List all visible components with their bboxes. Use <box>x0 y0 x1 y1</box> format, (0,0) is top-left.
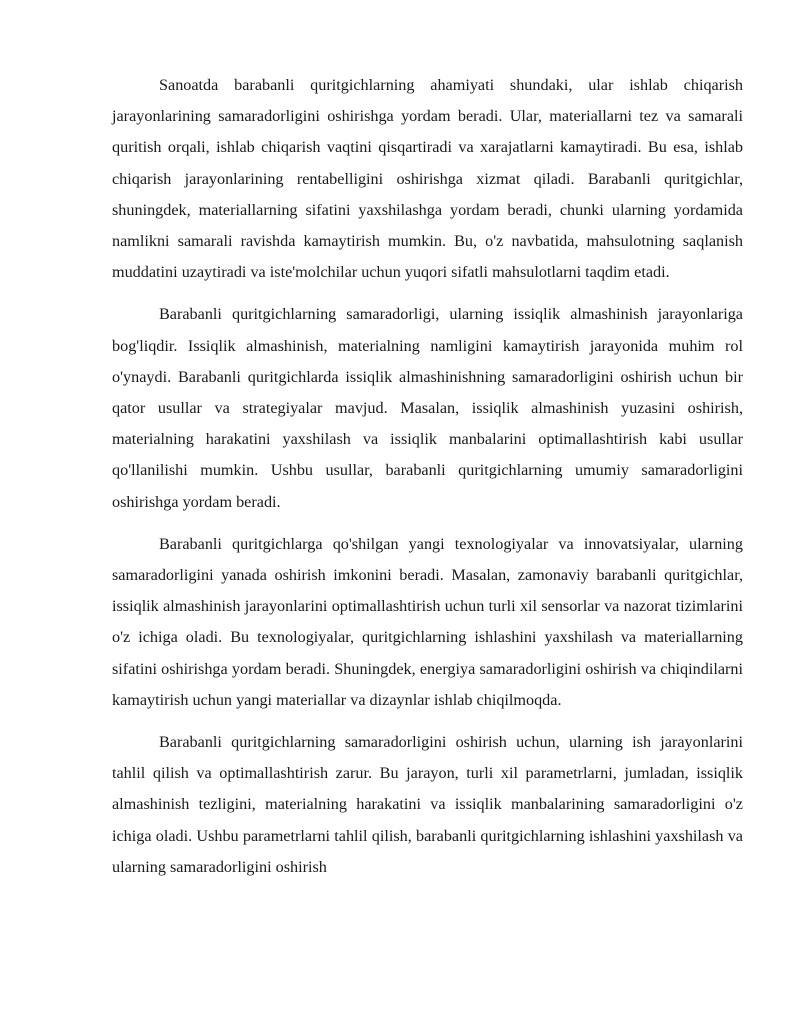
paragraph-1: Sanoatda barabanli quritgichlarning ahamiyati shundaki, ular ishlab chiqarish jarayonlarining samaradorligini oshirishga yordam beradi. Ular, materiallarni tez va samarali quritish orqali, ishlab chiqarish vaqtini qisqartiradi va xarajatlarni kamaytiradi. Bu esa, ishlab chiqarish jarayonlarining rentabelligini oshirishga xizmat qiladi. Barabanli quritgichlar, shuningdek, materiallarning sifatini yaxshilashga yordam beradi, chunki ularning yordamida namlikni samarali ravishda kamaytirish mumkin. Bu, o'z navbatida, mahsulotning saqlanish muddatini uzaytiradi va iste'molchilar uchun yuqori sifatli mahsulotlarni taqdim etadi. <box>112 76 743 282</box>
paragraph-2: Barabanli quritgichlarning samaradorligi, ularning issiqlik almashinish jarayonlariga bog'liqdir. Issiqlik almashinish, materialning namligini kamaytirish jarayonida muhim rol o'ynaydi. Barabanli quritgichlarda issiqlik almashinishning samaradorligini oshirish uchun bir qator usullar va strategiyalar mavjud. Masalan, issiqlik almashinish yuzasini oshirish, materialning harakatini yaxshilash va issiqlik manbalarini optimallashtirish kabi usullar qo'llanilishi mumkin. Ushbu usullar, barabanli quritgichlarning umumiy samaradorligini oshirishga yordam beradi. <box>112 305 743 511</box>
paragraph-3: Barabanli quritgichlarga qo'shilgan yangi texnologiyalar va innovatsiyalar, ularning samaradorligini yanada oshirish imkonini beradi. Masalan, zamonaviy barabanli quritgichlar, issiqlik almashinish jarayonlarini optimallashtirish uchun turli xil sensorlar va nazorat tizimlarini o'z ichiga oladi. Bu texnologiyalar, quritgichlarning ishlashini yaxshilash va materiallarning sifatini oshirishga yordam beradi. Shuningdek, energiya samaradorligini oshirish va chiqindilarni kamaytirish uchun yangi materiallar va dizaynlar ishlab chiqilmoqda. <box>112 534 743 709</box>
document-page <box>112 70 743 894</box>
paragraph-4: Barabanli quritgichlarning samaradorligini oshirish uchun, ularning ish jarayonlarini tahlil qilish va optimallashtirish zarur. Bu jarayon, turli xil parametrlarni, jumladan, issiqlik almashinish tezligini, materialning harakatini va issiqlik manbalarining samaradorligini o'z ichiga oladi. Ushbu parametrlarni tahlil qilish, barabanli quritgichlarning ishlashini yaxshilash va ularning samaradorligini oshirish <box>112 733 743 876</box>
